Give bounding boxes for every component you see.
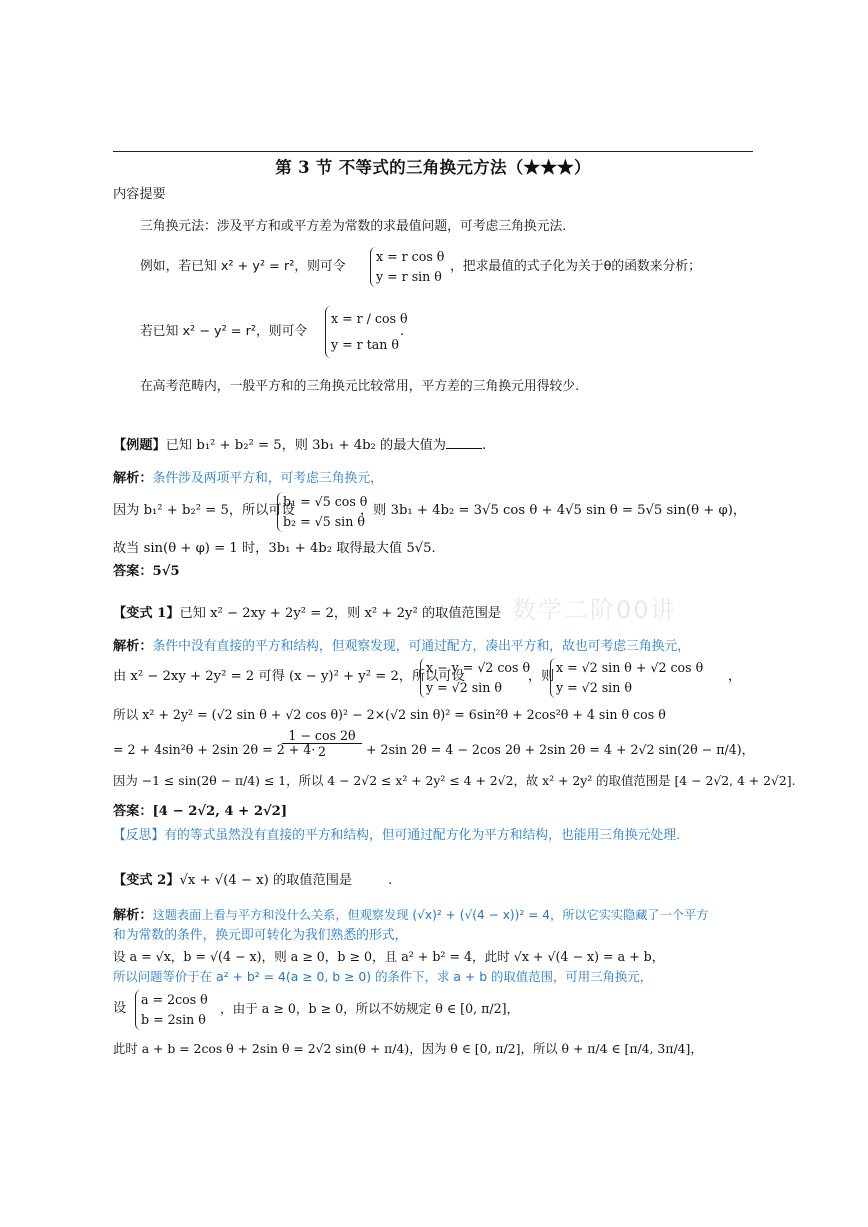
- summary-p3a: 若已知 x² − y² = r²，则可令: [140, 324, 308, 339]
- variant-2-question: [113, 872, 392, 890]
- example-1-system-eq1: b₁ = √5 cos θ: [283, 494, 368, 509]
- example-1-sol3: 故当 sin(θ + φ) = 1 时，3b₁ + 4b₂ 取得最大值 5√5.: [113, 541, 436, 556]
- variant-1-sol4a: = 2 + 4sin²θ + 2sin 2θ = 2 + 4·: [113, 742, 316, 757]
- watermark: 数学二阶00讲: [512, 596, 677, 624]
- example-1-sol2a: 因为 b₁² + b₂² = 5，所以可设: [113, 503, 295, 518]
- variant-2-system: [135, 990, 208, 1030]
- variant-2-system-eq2: b = 2sin θ: [141, 1012, 206, 1027]
- section-title: 第 3 节 不等式的三角换元方法（★★★）: [275, 158, 591, 177]
- variant-2-system-eq1: a = 2cos θ: [141, 992, 208, 1007]
- variant-2-sol3: 所以问题等价于在 a² + b² = 4(a ≥ 0, b ≥ 0) 的条件下，求 a + b 的取值范围，可用三角换元，: [113, 969, 653, 984]
- variant-2-hint-2: 和为常数的条件，换元即可转化为我们熟悉的形式，: [113, 928, 408, 943]
- variant-1-system-a: [420, 658, 530, 698]
- example-1-system-eq2: b₂ = √5 sin θ: [283, 514, 365, 529]
- summary-p2a: 例如，若已知 x² + y² = r²，则可令: [140, 259, 346, 274]
- summary-p4: 在高考范畴内，一般平方和的三角换元比较常用，平方差的三角换元用得较少.: [140, 379, 580, 394]
- example-1-hint: 条件涉及两项平方和，可考虑三角换元，: [152, 471, 383, 486]
- summary-system-1-eq1: x = r cos θ: [376, 249, 445, 264]
- variant-1-text: 已知 x² − 2xy + 2y² = 2，则 x² + 2y² 的取值范围是: [179, 606, 502, 621]
- summary-system-1-eq2: y = r sin θ: [376, 269, 442, 284]
- example-1-system: [277, 492, 367, 532]
- summary-system-2: [325, 306, 408, 358]
- variant-2-sol-label: 解析：: [113, 908, 153, 923]
- variant-2-sol4b: ，由于 a ≥ 0，b ≥ 0，所以不妨规定 θ ∈ [0, π/2]，: [220, 1001, 520, 1016]
- example-1-sol2b: ，则 3b₁ + 4b₂ = 3√5 cos θ + 4√5 sin θ = 5√5 sin(θ + φ)，: [360, 503, 747, 518]
- example-1-end: .: [481, 438, 487, 453]
- variant-1-fraction-den: 2: [317, 744, 326, 759]
- variant-1-system-b: [550, 658, 703, 698]
- summary-p3b: .: [400, 324, 405, 339]
- example-1-label: 【例题】: [113, 438, 166, 453]
- top-rule: [113, 151, 753, 152]
- variant-1-system-b-eq2: y = √2 sin θ: [556, 680, 632, 695]
- variant-2-sol2: 设 a = √x，b = √(4 − x)，则 a ≥ 0，b ≥ 0，且 a² + b² = 4，此时 √x + √(4 − x) = a + b，: [113, 949, 665, 964]
- variant-1-system-a-eq1: x − y = √2 cos θ: [426, 660, 531, 675]
- variant-1-question: [113, 605, 501, 623]
- summary-system-2-eq1: x = r / cos θ: [331, 311, 408, 326]
- variant-1-sol1: [113, 638, 690, 656]
- example-1-sol-label: 解析：: [113, 471, 153, 486]
- variant-1-system-a-eq2: y = √2 sin θ: [426, 680, 502, 695]
- variant-1-answer: 答案：[4 − 2√2, 4 + 2√2]: [113, 804, 288, 819]
- variant-2-sol5: 此时 a + b = 2cos θ + 2sin θ = 2√2 sin(θ + π/4)，因为 θ ∈ [0, π/2]，所以 θ + π/4 ∈ [π/4, 3π/4]，: [113, 1041, 703, 1056]
- example-1-sol1: [113, 470, 383, 488]
- variant-2-end: .: [388, 873, 393, 888]
- variant-1-sol2b: ，则: [528, 669, 555, 684]
- variant-1-sol-label: 解析：: [113, 639, 153, 654]
- variant-1-sol2c: ，: [728, 669, 742, 684]
- variant-2-blank: [352, 872, 388, 884]
- variant-2-hint: 这题表面上看与平方和没什么关系，但观察发现 (√x)² + (√(4 − x))² = 4，所以它实实隐藏了一个平方: [152, 908, 709, 922]
- summary-system-1: [370, 247, 444, 287]
- variant-1-label: 【变式 1】: [113, 606, 180, 621]
- variant-1-fraction: [282, 728, 362, 759]
- example-1-blank: [446, 436, 482, 449]
- example-1-question: [113, 436, 486, 455]
- variant-1-sol3: 所以 x² + 2y² = (√2 sin θ + √2 cos θ)² − 2×(√2 sin θ)² = 6sin²θ + 2cos²θ + 4 sin θ cos θ: [113, 707, 666, 722]
- variant-1-sol5: 因为 −1 ≤ sin(2θ − π/4) ≤ 1，所以 4 − 2√2 ≤ x² + 2y² ≤ 4 + 2√2，故 x² + 2y² 的取值范围是 [4 − 2√2, 4 + 2√2].: [113, 773, 796, 788]
- variant-1-sol4b: + 2sin 2θ = 4 − 2cos 2θ + 2sin 2θ = 4 + 2√2 sin(2θ − π/4)，: [366, 742, 755, 757]
- example-1-answer: 答案：5√5: [113, 564, 180, 579]
- summary-p1: 三角换元法：涉及平方和或平方差为常数的求最值问题，可考虑三角换元法.: [140, 219, 567, 234]
- variant-1-fraction-num: 1 − cos 2θ: [282, 728, 362, 744]
- variant-1-reflection: 【反思】有的等式虽然没有直接的平方和结构，但可通过配方化为平方和结构，也能用三角换元处理.: [113, 828, 681, 843]
- variant-2-label: 【变式 2】: [113, 873, 180, 888]
- summary-heading: 内容提要: [113, 187, 166, 202]
- summary-p2b: ，把求最值的式子化为关于θ的函数来分析；: [450, 259, 701, 274]
- variant-2-sol1: [113, 906, 708, 925]
- variant-1-sol2a: 由 x² − 2xy + 2y² = 2 可得 (x − y)² + y² = 2，所以可设: [113, 669, 465, 684]
- variant-1-system-b-eq1: x = √2 sin θ + √2 cos θ: [556, 660, 704, 675]
- variant-2-text: √x + √(4 − x) 的取值范围是: [179, 873, 353, 888]
- summary-system-2-eq2: y = r tan θ: [331, 337, 399, 352]
- example-1-text: 已知 b₁² + b₂² = 5，则 3b₁ + 4b₂ 的最大值为: [165, 438, 446, 453]
- variant-1-hint: 条件中没有直接的平方和结构，但观察发现，可通过配方，凑出平方和，故也可考虑三角换元，: [152, 639, 691, 654]
- variant-2-sol4a: 设: [113, 1001, 127, 1016]
